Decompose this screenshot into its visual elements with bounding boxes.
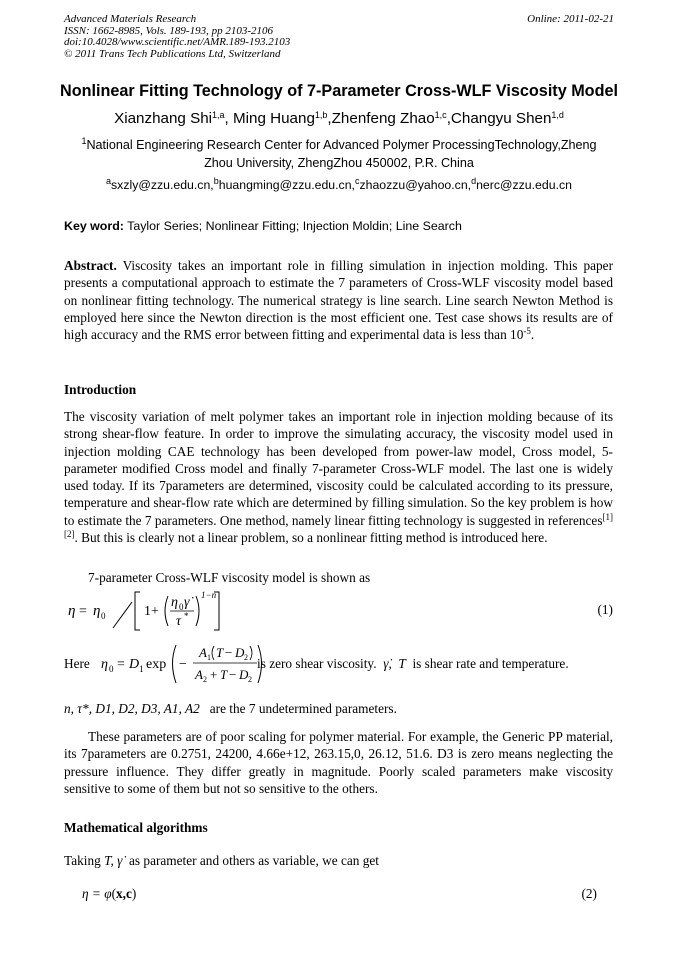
author-name: Ming Huang [233, 110, 315, 127]
eta0-minus-den: − [229, 667, 237, 682]
eta0-d2-num-sub: 2 [244, 653, 248, 662]
eta0-d2-den: D [239, 667, 249, 682]
author-name: Zhenfeng Zhao [331, 110, 435, 127]
keywords [64, 219, 462, 233]
author-sep: , [327, 110, 332, 127]
eq1-paren-right [196, 596, 199, 626]
keywords-label: Key word: [64, 219, 124, 233]
params-vars: n, τ*, D1, D2, D3, A1, A2 [64, 701, 200, 716]
abstract-text: Viscosity takes an important role in filling simulation in injection molding. This paper presents a computational approach to estimate the 7 parameters of Cross-WLF viscosity model based on nonlinear fitting technology. The numerical strategy is line search. Line search Newton Method is employed here since the Newton direction is the most efficient one. Test case shows its results are of high accuracy and the RMS error between fitting and experimental data is less than [64, 258, 613, 343]
eta0-d1-sub: 1 [139, 664, 144, 674]
affiliation-sup: 1 [81, 136, 87, 146]
eta0-minus-num: − [225, 645, 233, 660]
gamma-var: γ̇ [383, 656, 389, 671]
eq2-open: ( [111, 886, 117, 901]
eta0-a2: A [195, 667, 203, 682]
journal-name: Advanced Materials Research [64, 13, 197, 25]
paper-title: Nonlinear Fitting Technology of 7-Parameter Cross-WLF Viscosity Model [60, 82, 618, 100]
eta0-d1: D [129, 657, 140, 672]
issn-line: ISSN: 1662-8985, Vols. 189-193, pp 2103-2106 [64, 24, 273, 37]
eta0-inner-paren-right [250, 646, 252, 660]
eta0-eta: η [101, 657, 108, 672]
eta0-text: is zero shear viscosity. [257, 656, 377, 671]
abstract-label: Abstract. [64, 258, 117, 273]
eq1-bracket-left [135, 592, 140, 630]
intro-text-b: . But this is clearly not a linear problem, so a nonlinear fitting method is introduced here. [74, 530, 548, 546]
author-sep: , [224, 110, 233, 127]
abstract [64, 257, 613, 343]
introduction-heading: Introduction [64, 382, 137, 397]
comma: , [388, 656, 392, 671]
eq1-eta0-num: η [171, 595, 178, 610]
here-label: Here [64, 656, 90, 671]
equation-2-number: (2) [581, 886, 597, 901]
author-sup: 1,d [551, 110, 564, 120]
affiliation-line-2: Zhou University, ZhengZhou 450002, P.R. China [204, 156, 474, 170]
eq2-args: x,c [116, 886, 132, 901]
eta0-neg: − [179, 657, 187, 672]
taking-vars: T, γ̇ [104, 853, 123, 868]
paragraph-scaling: These parameters are of poor scaling for polymer material. For example, the Generic PP material, its 7parameters are 0.2751, 24200, 4.66e+12, 263.15,0, 26.12, 51.6. D3 is zero means neglecting the pressure influence. They differ greatly in magnitude. Poorly scaled parameters make viscosity sensitive to some of them but not so sensitive to the others. [64, 729, 613, 796]
eq1-tau: τ [176, 614, 182, 629]
email-sup: c [354, 176, 360, 186]
abstract-end: . [530, 327, 535, 343]
intro-paragraph-2: 7-parameter Cross-WLF viscosity model is shown as [88, 570, 371, 585]
math-heading: Mathematical algorithms [64, 820, 208, 835]
author-sup: 1,b [314, 110, 328, 120]
intro-text-a: The viscosity variation of melt polymer takes an important role in injection molding because of its strong shear-flow feature. In order to improve the simulating accuracy, the viscosity model used in injection molding CAE technology has been developed from power-law model, Cross model, 5-parameter modified Cross model and finally 7-parameter Cross-WLF model. The last one is widely used today. If its 7parameters are determined, viscosity could be calculated according to its pressure, temperature and shear-flow rate which are determined by filling simulation. So the key problem is how to estimate the 7 parameters. One method, namely linear fitting technology is suggested in references [64, 409, 613, 528]
author-sep: , [446, 110, 451, 127]
equation-1-number: (1) [597, 602, 613, 617]
eq1-exponent: 1−n [201, 590, 217, 600]
eta0-text-end: is shear rate and temperature. [412, 656, 569, 671]
email-list [0, 178, 678, 192]
eq1-gamma-dot: γ̇ [184, 595, 190, 610]
affiliation-line-1 [80, 136, 598, 154]
eta0-t-num: T [216, 645, 224, 660]
t-var: T [398, 656, 406, 671]
eq1-eta: η [68, 603, 76, 619]
taking-word: Taking [64, 853, 101, 868]
journal-header [64, 14, 290, 60]
eta0-exp: exp [146, 657, 167, 672]
equation-1-graphic [64, 586, 324, 636]
author-list [0, 110, 678, 127]
eta0-a1: A [199, 645, 207, 660]
eta0-a1-sub: 1 [207, 653, 211, 662]
taking-line [64, 853, 613, 869]
online-date: Online: 2011-02-21 [527, 13, 614, 25]
equation-2 [64, 886, 597, 902]
affiliation [80, 136, 598, 172]
eq1-equals: = [79, 604, 87, 619]
eta0-sub: 0 [109, 664, 114, 674]
eta0-equals: = [117, 657, 125, 672]
eta0-a2-sub: 2 [203, 675, 207, 684]
abstract-exp-base: 10 [510, 327, 524, 343]
email-address: huangming@zzu.edu.cn, [218, 178, 355, 192]
author-sup: 1,a [212, 110, 225, 120]
eta0-d2-den-sub: 2 [248, 675, 252, 684]
eta0-definition-line [64, 639, 613, 687]
email-sup: a [106, 176, 112, 186]
author-name: Xianzhang Shi [114, 110, 213, 127]
taking-text: as parameter and others as variable, we can get [129, 853, 379, 868]
keywords-text: Taylor Series; Nonlinear Fitting; Injection Moldin; Line Search [123, 219, 462, 233]
copyright-line: © 2011 Trans Tech Publications Ltd, Switzerland [64, 47, 281, 60]
eta0-inner-paren-left [212, 646, 214, 660]
eq2-close: ) [131, 886, 137, 901]
email-address: zhaozzu@yahoo.cn, [359, 178, 472, 192]
eq1-eta0-num-sub: 0 [179, 602, 184, 612]
intro-refs: [1][2] [64, 511, 613, 540]
eta0-t-den: T [220, 667, 228, 682]
eta0-paren-left [173, 645, 177, 683]
eq2-lhs: η = φ [82, 886, 112, 901]
introduction-paragraph [64, 408, 613, 546]
email-sup: b [213, 176, 219, 186]
eq2-formula [82, 886, 136, 901]
doi-line: doi:10.4028/www.scientific.net/AMR.189-193.2103 [64, 36, 291, 48]
equation-1 [64, 586, 613, 636]
eq1-slash [113, 602, 132, 628]
eta0-d2-num: D [235, 645, 245, 660]
eq1-eta0: η [93, 603, 101, 619]
eta0-plus: + [210, 667, 218, 682]
email-address: sxzly@zzu.edu.cn, [111, 178, 214, 192]
affiliation-text-1: National Engineering Research Center for Advanced Polymer ProcessingTechnology,Zheng [86, 138, 597, 152]
params-line [64, 701, 613, 717]
eta0-formula [97, 639, 267, 687]
eq1-paren-left [165, 596, 168, 626]
eq1-tau-star: * [184, 611, 189, 621]
params-text: are the 7 undetermined parameters. [209, 701, 397, 716]
author-name: Changyu Shen [450, 110, 552, 127]
eq1-one-plus: 1+ [144, 604, 159, 619]
author-sup: 1,c [434, 110, 447, 120]
email-address: nerc@zzu.edu.cn [476, 178, 572, 192]
email-sup: d [471, 176, 477, 186]
eta0-description [257, 656, 569, 672]
abstract-exp: -5 [523, 326, 531, 337]
eq1-eta0-sub: 0 [101, 611, 106, 621]
